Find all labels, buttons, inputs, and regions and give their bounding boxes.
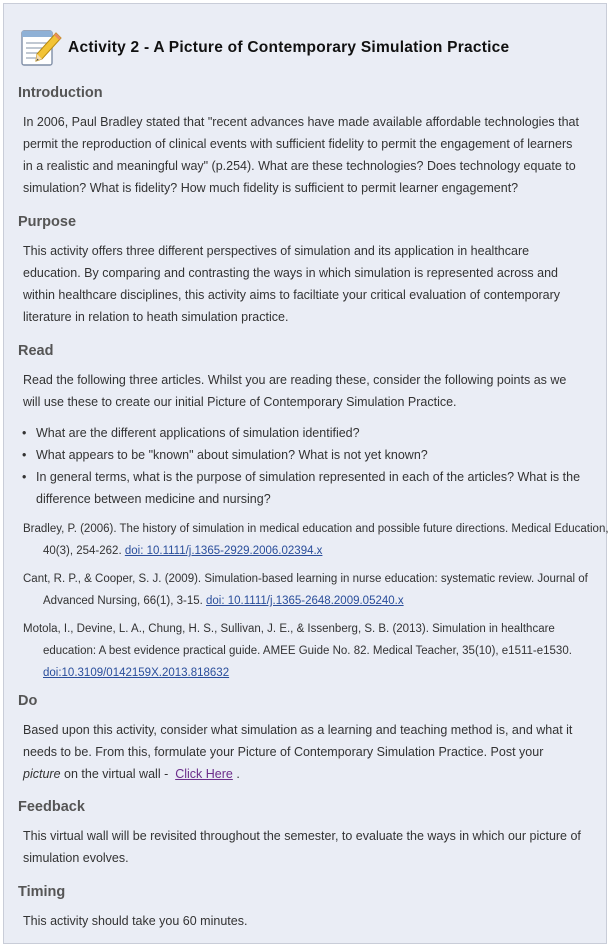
list-item: • In general terms, what is the purpose of simulation represented in each of the articles? What is the difference between medicine and nursing?: [22, 470, 581, 506]
page-title: Activity 2 - A Picture of Contemporary Simulation Practice: [68, 39, 510, 56]
list-item: • What appears to be "known" about simulation? What is not yet known?: [22, 448, 428, 462]
do-text: Based upon this activity, consider what simulation as a learning and teaching method is, and what it needs to be. From this, formulate your Picture of Contemporary Simulation Practice. Post your picture on the virtual wall - Click Here .: [23, 723, 573, 781]
reference-doi-link[interactable]: doi: 10.1111/j.1365-2648.2009.05240.x: [206, 595, 404, 607]
timing-heading: Timing: [18, 884, 66, 900]
timing-text: This activity should take you 60 minutes.: [23, 914, 248, 928]
reference-item: Cant, R. P., & Cooper, S. J. (2009). Simulation-based learning in nurse education: systematic review. Journal of Advanced Nursing, 66(1), 3-15. doi: 10.1111/j.1365-2648.2009.05240.x: [23, 573, 588, 607]
reference-item: Bradley, P. (2006). The history of simulation in medical education and possible future directions. Medical Education, 40(3), 254-262. doi: 10.1111/j.1365-2929.2006.02394.x: [23, 523, 609, 557]
read-intro: Read the following three articles. Whilst you are reading these, consider the following points as we will use these to create our initial Picture of Contemporary Simulation Practice.: [23, 373, 567, 409]
read-heading: Read: [18, 343, 54, 359]
introduction-text: In 2006, Paul Bradley stated that "recent advances have made available affordable technologies that permit the reproduction of clinical events with sufficient fidelity to permit the engagement of learners in a realistic and meaningful way" (p.254). What are these technologies? Does technology equate to simulation? What is fidelity? How much fidelity is sufficient to permit learner engagement?: [23, 115, 579, 195]
notepad-pencil-icon: [18, 24, 64, 70]
read-points-list: [22, 422, 594, 510]
purpose-text: This activity offers three different perspectives of simulation and its application in healthcare education. By comparing and contrasting the ways in which simulation is represented across and within healthcare disciplines, this activity aims to faciltiate your critical evaluation of contemporary literature in relation to heath simulation practice.: [23, 244, 561, 324]
purpose-heading: Purpose: [18, 214, 77, 230]
introduction-heading: Introduction: [18, 85, 103, 101]
feedback-heading: Feedback: [18, 799, 85, 815]
feedback-text: This virtual wall will be revisited throughout the semester, to evaluate the ways in which our picture of simulation evolves.: [23, 829, 581, 865]
activity-page: [3, 3, 607, 944]
reference-item: Motola, I., Devine, L. A., Chung, H. S., Sullivan, J. E., & Issenberg, S. B. (2013). Simulation in healthcare education: A best evidence practical guide. AMEE Guide No. 82. Medical Teacher, 35(10), e1511-e1530. doi:10.3109/0142159X.2013.818632: [23, 623, 572, 679]
virtual-wall-link[interactable]: Click Here: [175, 767, 233, 781]
reference-doi-link[interactable]: doi:10.3109/0142159X.2013.818632: [43, 667, 230, 679]
reference-doi-link[interactable]: doi: 10.1111/j.1365-2929.2006.02394.x: [124, 545, 323, 557]
do-heading: Do: [18, 693, 38, 709]
list-item: • What are the different applications of simulation identified?: [22, 426, 360, 440]
